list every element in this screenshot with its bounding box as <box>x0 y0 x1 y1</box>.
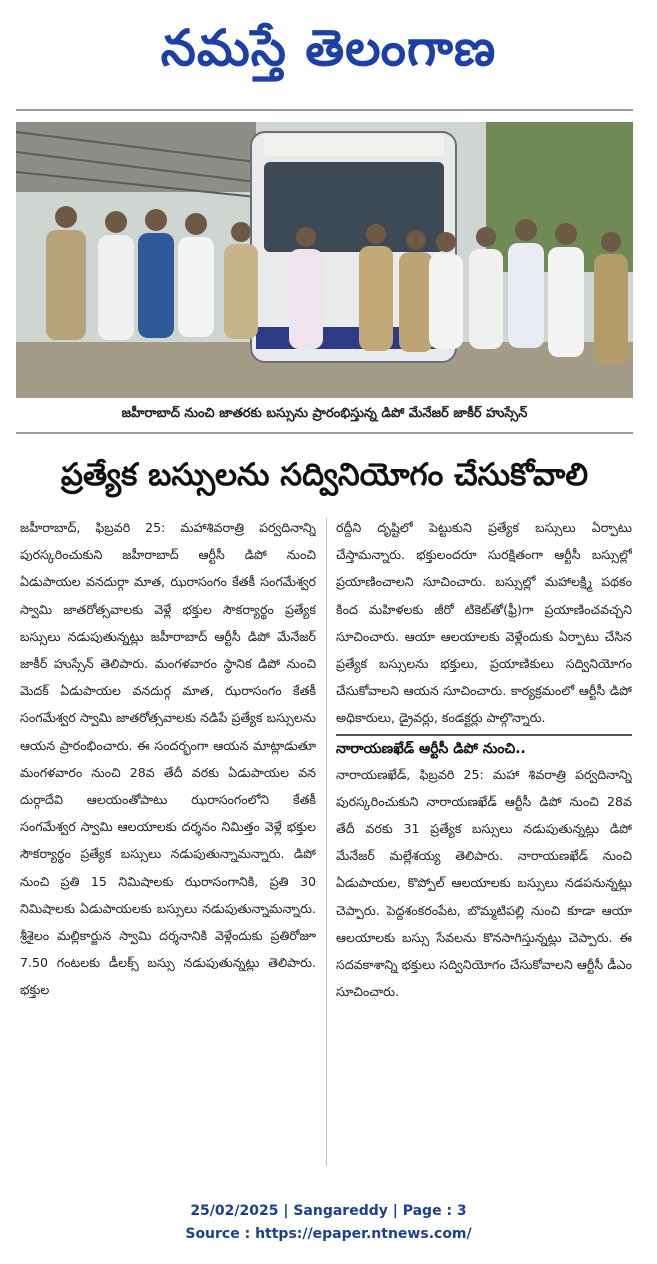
edition-info: 25/02/2025 | Sangareddy | Page : 3 <box>190 1203 467 1219</box>
source-link[interactable]: Source : https://epaper.ntnews.com/ <box>185 1226 472 1242</box>
newspaper-title: నమస్తే తెలంగాణ <box>160 18 497 77</box>
photo-caption: జహీరాబాద్ నుంచి జాతరకు బస్సును ప్రారంభిస్తున్న డిపో మేనేజర్ జాకీర్ హుస్సేన్ <box>121 406 528 421</box>
article-column-left <box>20 514 316 1172</box>
masthead-divider <box>16 109 633 111</box>
article-headline: ప్రత్యేక బస్సులను సద్వినియోగం చేసుకోవాలి <box>60 456 589 493</box>
news-photo <box>16 122 633 398</box>
column-divider <box>326 518 327 1166</box>
right-column-text-part2: నారాయణఖేడ్, ఫిబ్రవరి 25: మహా శివరాత్రి పర్వదినాన్ని పురస్కరించుకుని నారాయణఖేడ్ ఆర్టీసీ డిపో నుంచి 28వ తేదీ వరకు 31 ప్రత్యేక బస్సులు నడుపుతున్నట్లు డిపో మేనేజర్ మల్లేశయ్య తెలిపారు. నారాయణఖేడ్ నుంచి ఏడుపాయల, కొప్పోల్ ఆలయాలకు బస్సులు నడపనున్నట్లు చెప్పారు. పెద్దశంకరంపేట, బొమ్మటిపల్లి నుంచి కూడా ఆయా ఆలయాలకు బస్సు సేవలను కొనసాగిస్తున్నట్లు చెప్పారు. ఈ సదవకాశాన్ని భక్తులు సద్వినియోగం చేసుకోవాలని ఆర్టీసీ డీఎం సూచించారు. <box>336 766 632 1000</box>
right-column-text-part1: రద్దీని దృష్టిలో పెట్టుకుని ప్రత్యేక బస్సులు ఏర్పాటు చేస్తామన్నారు. భక్తులందరూ సురక్షితంగా ఆర్టీసీ బస్సుల్లో ప్రయాణించాలని సూచించారు. బస్సుల్లో మహాలక్ష్మి పథకం కింద మహిళలకు జీరో టికెట్‌తో(ఫ్రీ)గా ప్రయాణించవచ్చని సూచించారు. ఆయా ఆలయాలకు వెళ్లేందుకు ఏర్పాటు చేసిన ప్రత్యేక బస్సులను భక్తులు, ప్రయాణికులు సద్వినియోగం చేసుకోవాలని ఆయన సూచించారు. కార్యక్రమంలో ఆర్టీసీ డిపో అధికారులు, డ్రైవర్లు, కండక్టర్లు పాల్గొన్నారు. <box>336 520 632 726</box>
masthead <box>0 8 657 100</box>
news-photo-illustration <box>16 122 633 398</box>
caption-divider <box>16 432 633 434</box>
left-column-text: జహీరాబాద్, ఫిబ్రవరి 25: మహాశివరాత్రి పర్వదినాన్ని పురస్కరించుకుని జహీరాబాద్ ఆర్టీసీ డిపో నుంచి ఏడుపాయల వనదుర్గా మాత, ఝరాసంగం కేతకీ సంగమేశ్వర స్వామి జాతరోత్సవాలకు వెళ్లే భక్తుల సౌకర్యార్థం ప్రత్యేక బస్సులు నడుపుతున్నట్లు జహీరాబాద్ ఆర్టీసీ డిపో మేనేజర్ జాకీర్ హుస్సేన్ తెలిపారు. మంగళవారం స్థానిక డిపో నుంచి మెదక్ ఏడుపాయల వనదుర్గ మాత, ఝరాసంగం కేతకీ సంగమేశ్వర స్వామి జాతరోత్సవాలకు నడిపే ప్రత్యేక బస్సులను ఆయన ప్రారంభించారు. ఈ సందర్భంగా ఆయన మాట్లాడుతూ మంగళవారం నుంచి 28వ తేదీ వరకు ఏడుపాయల వన దుర్గాదేవి ఆలయంతోపాటు ఝరాసంగంలోని కేతకీ సంగమేశ్వర స్వామి ఆలయాలకు దర్శనం నిమిత్తం వెళ్లే భక్తుల సౌకర్యార్థం ప్రత్యేక బస్సులు నడుపుతున్నామన్నారు. డిపో నుంచి ప్రతి 15 నిమిషాలకు ఝరాసంగానికి, ప్రతి 30 నిమిషాలకు ఏడుపాయలకు బస్సులు నడుపుతున్నామన్నారు. శ్రీశైలం మల్లికార్జున స్వామి దర్శనానికి వెళ్లేందుకు ప్రతిరోజూ 7.50 గంటలకు డీలక్స్ బస్సు నడుపుతున్నట్లు తెలిపారు. భక్తుల <box>20 520 316 998</box>
article-subheading: నారాయణఖేడ్ ఆర్టీసీ డిపో నుంచి.. <box>336 734 632 761</box>
article-column-right <box>336 514 632 1172</box>
